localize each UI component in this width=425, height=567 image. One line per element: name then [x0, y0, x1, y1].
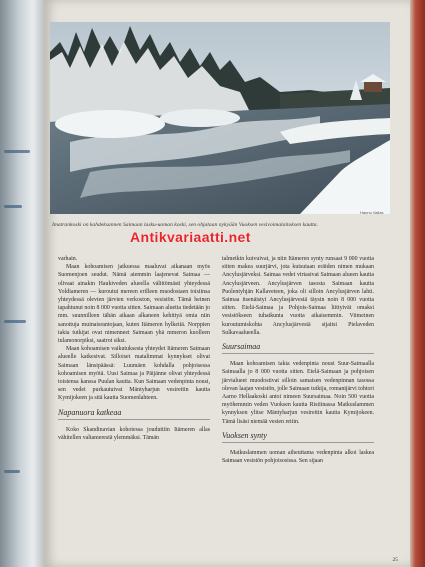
paragraph: talmetkin kuivuivat, ja niin Itämeren synty runsaat 9 000 vuotta sitten makea suurjärvi, jota kutsutaan eräiden nimen mukaan Ancylusjärveksi. Saimaa vedet virtasivat Saimaan alueen kautta Ancylusjärveen. Ancylusjärven tasosta Saimaan kautta Puolentyhjän Kallaveteen, joka oli silloin Ancylusjärven lahti. Saimaa itsenäistyi Ancylusjärvestä täysin noin 8 000 vuotta sitten. Etelä-Saimaa ja Pohjois-Saimaa liittyivät omaksi vesistökseen tuhatkunta vuotta aikaisemmin. Viimeinen kuroutumiskohta Ancylusjärvestä sijaitsi Pielaveden Sulkavaalueella.: [222, 256, 374, 336]
winter-rapids-image: [50, 22, 390, 214]
paragraph: Maan kohoamisen vaikutuksesta yhteydet Itämeren Saimaan alueelle katkesivat. Silloiset matalimmat kynnykset olivat Saimaan länsipäässä: Luumäen kohdalla pohjoisessa kohoamisen myötä. Uusi Saimaa ja Päijänne olivat yhteydessä toistensa kanssa Puulan kautta. Kun Saimaan vedenpinta nousi, sen vedet purkautuivat Mäntyharjun vesireitin kautta Kymijokeen ja sitä kautta Suomenlahteen.: [58, 346, 210, 402]
map-fragment: [4, 320, 26, 323]
photo-credit: Hannu Vallas: [360, 210, 384, 215]
paragraph: Maan kohoamisen takia vedenpinta nousi Suur-Saimaalla Saimaalla jo 8 000 vuotta sitten. Etelä-Saimaan ja pohjoisen järvialueet muodostivat silloin samaisen vedenpinnan tasossa olevan laajan vesistön, jolle Saimaan tutkija, romanijärvi tohtori Aarno Hellaakoski antoi nimeen Suursaimaa. Noin 500 vuotta myöhemmin veden Vuoksen kautta Ristiinassa Matkuslammen kynnyksen ylitse Mäntyharjun vesireitin kautta Kymijokeen. Tämä lisäsi niemää vesien reitin.: [222, 361, 374, 425]
paragraph: Matkuslammen uoman aiheuttama vedenpinta alkoi laskea Saimaan vesistön pohjoisosissa. Sen sijaan: [222, 450, 374, 465]
section-heading-vuoksen-synty: Vuoksen synty: [222, 432, 374, 443]
paragraph: Maan kohoamisen jatkuessa maaluvat aikanaan myös Suomenjoen seudut. Nämä aiemmin laajenevat Saimaa — olivaat ainakin Haukiveden alueella välittömästi yhteydessä Yoldiameren — kuroutui mereen erilleen muodostaen toisiinsa yhteydessä olevien järvien verkoston, vesistön. Tämä heinen tapahtunut noin 8 000 vuotta sitten. Saimaan aluetta tiedetään jo mm. suunnilleen tähän aikaan alkaneen kehittyä omia niin sanottuja muinaisrantojaan, kuten Itämeren hylkeitä. Norppien takia tutkijat ovat nimenneet Saimaan yhä mmeron kuolleen tulamonorpiksi, saatrot siksi.: [58, 264, 210, 345]
section-heading-napanuora: Napanuora katkeaa: [58, 409, 210, 420]
page-number: 25: [392, 557, 398, 563]
map-fragment: [4, 470, 20, 473]
book-page: [44, 0, 410, 567]
paragraph: Koko Skandinavian kohotessa jouduttiin Itämeren allas vähitellen valtamerestä ylemmäksi. Tämän: [58, 426, 210, 442]
section-heading-suursaimaa: Suursaimaa: [222, 343, 374, 354]
paragraph: varhain.: [58, 256, 78, 262]
map-fragment: [4, 150, 30, 153]
photo-caption: Imatrankoski on kahdeksannen Saimaan lasku-uoman koski, sen ohjataan nykyään Vuoksen vesivoimalaitoksen kautta.: [52, 222, 319, 228]
antikvariaatti-watermark: Antikvariaatti.net: [130, 229, 251, 245]
right-column: [222, 255, 374, 465]
rapids-photo: [50, 22, 390, 214]
map-fragment: [4, 205, 22, 208]
left-column: [58, 255, 210, 442]
previous-page-edge: [0, 0, 44, 567]
book-edge: [409, 0, 425, 567]
